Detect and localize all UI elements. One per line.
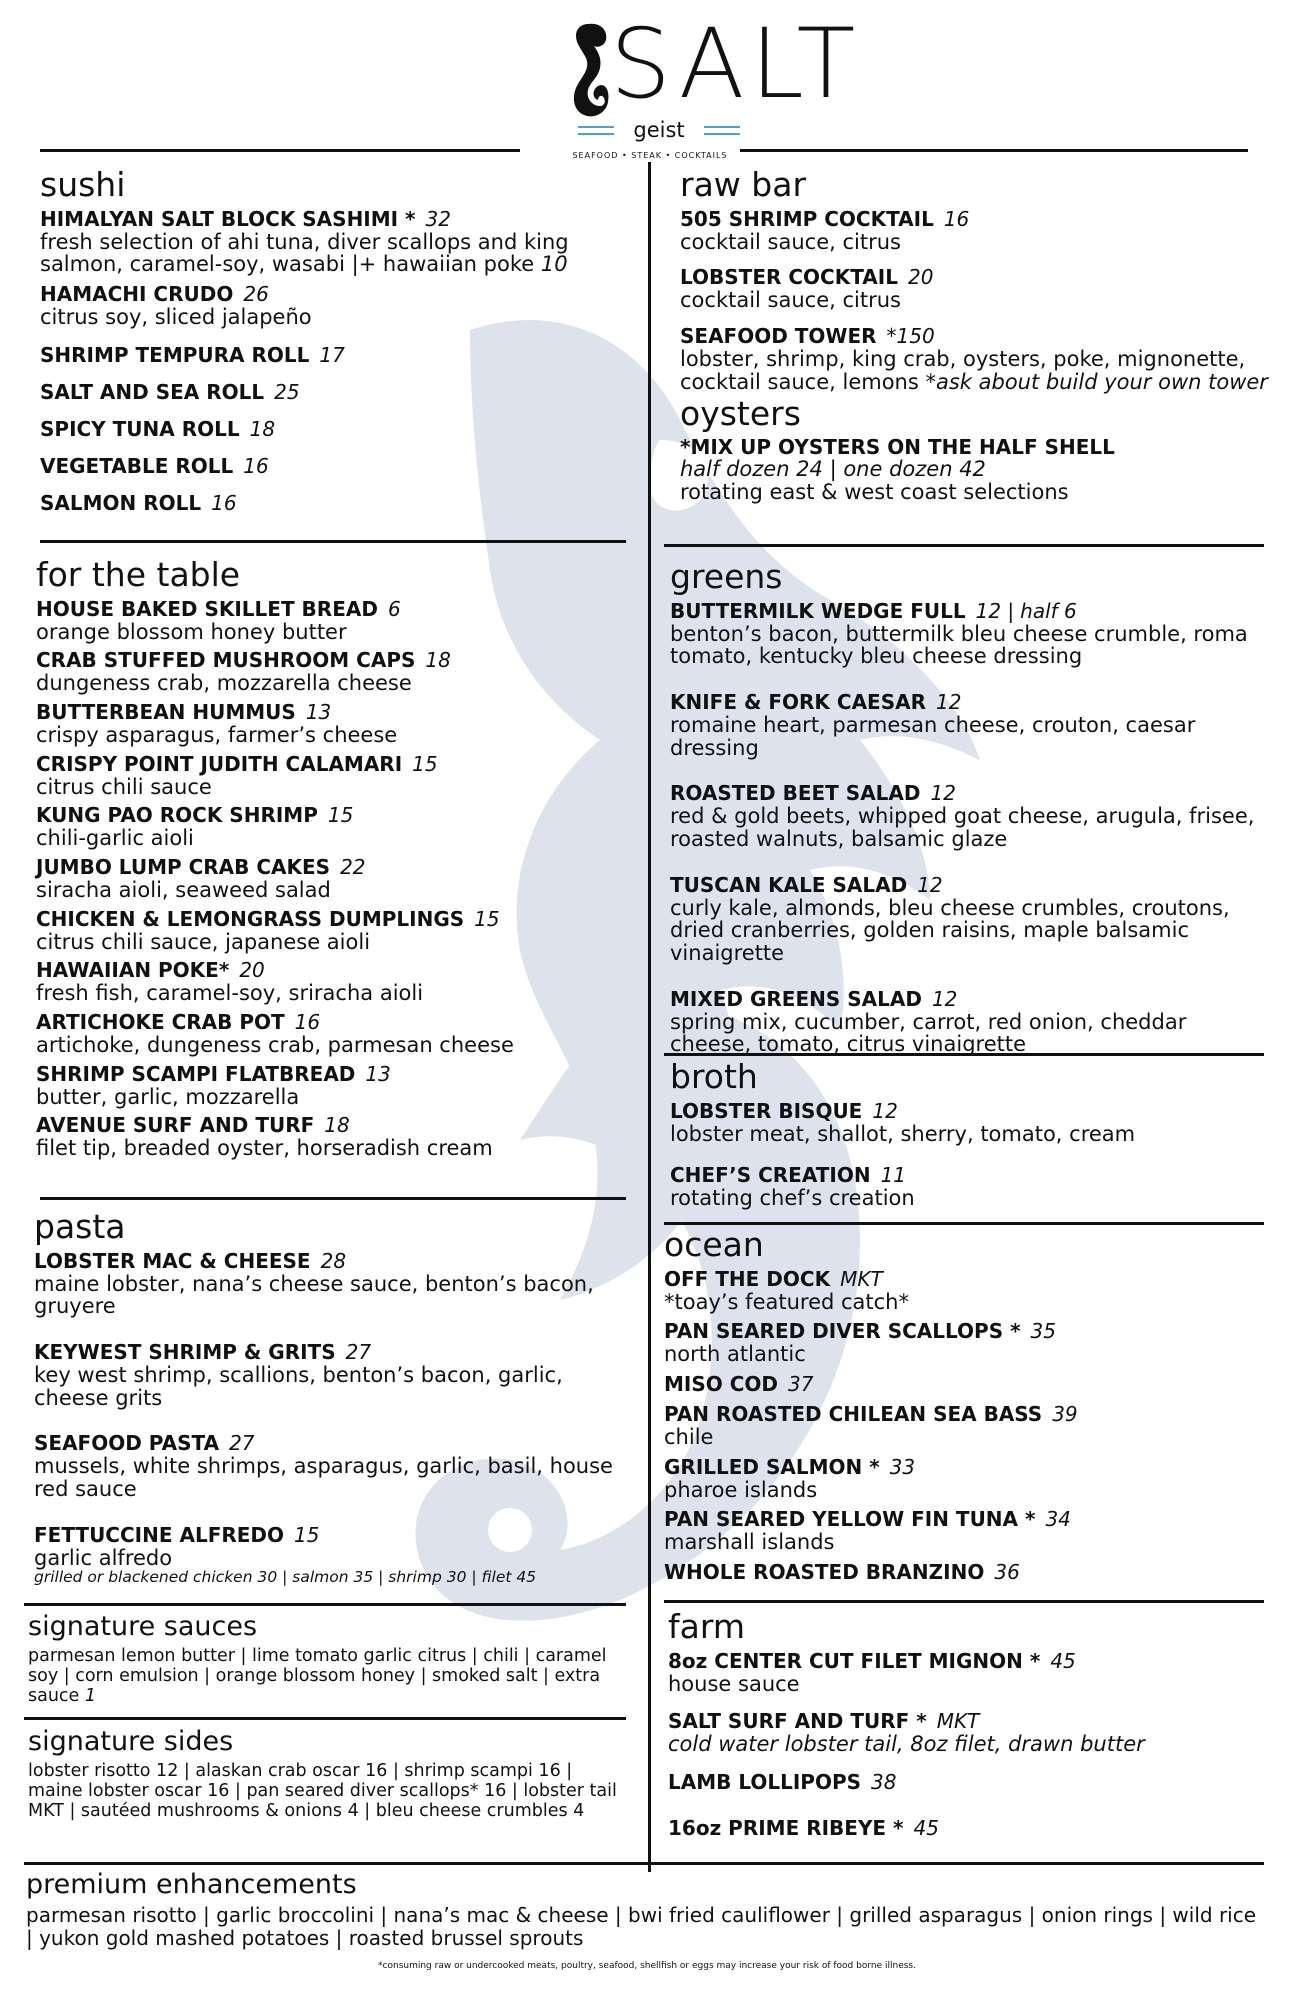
menu-item bbox=[680, 207, 1270, 254]
divider bbox=[24, 1717, 626, 1720]
divider bbox=[24, 1862, 1264, 1865]
menu-item bbox=[40, 207, 630, 276]
item-price: 15 bbox=[474, 906, 500, 931]
item-desc: benton’s bacon, buttermilk bleu cheese crumble, roma tomato, kentucky bleu cheese dressing bbox=[670, 621, 1248, 669]
item-price: 13 bbox=[305, 699, 332, 724]
item-price: 12 | bbox=[975, 598, 1015, 623]
item-price: 16 bbox=[211, 490, 237, 515]
item-desc: mussels, white shrimps, asparagus, garlic, basil, house red sauce bbox=[34, 1454, 613, 1501]
item-price: 15 bbox=[294, 1522, 320, 1547]
section-farm bbox=[668, 1607, 1264, 1850]
item-price: 32 bbox=[425, 206, 451, 231]
item-price: 12 bbox=[872, 1098, 898, 1123]
sides-list: lobster risotto 12 | alaskan crab oscar 16 | shrimp scampi 16 | maine lobster oscar 16 | pan seared diver scallops* 16 | lobster tail MKT | sautéed mushrooms & onions 4 | bleu cheese crumbles 4 bbox=[28, 1760, 617, 1821]
wave-right-icon bbox=[704, 133, 740, 135]
sauces-list: parmesan lemon butter | lime tomato garlic citrus | chili | caramel soy | corn emulsion | orange blossom honey | smoked salt | extra sauce 1 bbox=[28, 1645, 607, 1706]
item-desc: red & gold beets, whipped goat cheese, arugula, frisee, roasted walnuts, balsamic glaze bbox=[670, 804, 1255, 851]
item-name: CRISPY POINT JUDITH CALAMARI bbox=[36, 751, 403, 776]
item-price: 11 bbox=[880, 1163, 907, 1188]
item-desc: curly kale, almonds, bleu cheese crumbles, croutons, dried cranberries, golden raisins, maple balsamic vinaigrette bbox=[670, 895, 1230, 966]
enhancements-list: parmesan risotto | garlic broccolini | nana’s mac & cheese | bwi fried cauliflower | grilled asparagus | onion rings | wild rice | yukon gold mashed potatoes | roasted brussel sprouts bbox=[26, 1902, 1257, 1950]
item-name: HAWAIIAN POKE* bbox=[36, 958, 230, 983]
item-price: 16 bbox=[243, 453, 269, 478]
item-price: 26 bbox=[243, 281, 269, 306]
section-title: broth bbox=[670, 1057, 758, 1096]
item-name: TUSCAN KALE SALAD bbox=[670, 872, 908, 897]
item-name: JUMBO LUMP CRAB CAKES bbox=[36, 855, 331, 879]
section-title: premium enhancements bbox=[26, 1869, 357, 1900]
section-sushi bbox=[40, 165, 630, 525]
brand-sub: geist bbox=[633, 118, 685, 142]
item-name: CHEF’S CREATION bbox=[670, 1163, 871, 1188]
item-price: 12 bbox=[917, 872, 943, 897]
menu-item bbox=[680, 265, 1270, 312]
item-desc: artichoke, dungeness crab, parmesan cheese bbox=[36, 1033, 514, 1058]
item-price: 17 bbox=[319, 342, 345, 367]
section-title: pasta bbox=[34, 1207, 126, 1246]
menu-item bbox=[36, 1062, 636, 1109]
menu-item bbox=[36, 907, 636, 954]
item-name: KUNG PAO ROCK SHRIMP bbox=[36, 803, 318, 828]
menu-item bbox=[670, 690, 1266, 759]
item-desc: lobster, shrimp, king crab, oysters, poke, mignonette, cocktail sauce, lemons *ask about build your own tower bbox=[680, 346, 1268, 394]
section-signature-sauces bbox=[28, 1612, 624, 1706]
item-price: MKT bbox=[936, 1709, 980, 1734]
menu-item bbox=[670, 987, 1266, 1056]
item-desc: garlic alfredo bbox=[34, 1545, 173, 1570]
menu-item bbox=[664, 1267, 1264, 1314]
section-title: for the table bbox=[36, 555, 241, 594]
menu-item bbox=[670, 599, 1266, 668]
item-desc: fresh selection of ahi tuna, diver scallops and king salmon, caramel-soy, wasabi |+ hawaiian poke 10 bbox=[40, 229, 569, 277]
item-desc: cocktail sauce, citrus bbox=[680, 288, 901, 313]
menu-item bbox=[40, 282, 630, 329]
item-name: GRILLED SALMON * bbox=[664, 1454, 880, 1479]
item-name: SEAFOOD PASTA bbox=[34, 1431, 220, 1456]
item-name: HIMALYAN SALT BLOCK SASHIMI * bbox=[40, 206, 416, 231]
item-price: 16 bbox=[294, 1010, 321, 1035]
item-desc: dungeness crab, mozzarella cheese bbox=[36, 671, 412, 696]
section-signature-sides bbox=[28, 1727, 624, 1821]
menu-item bbox=[670, 1163, 1266, 1210]
item-desc: chile bbox=[664, 1424, 714, 1449]
item-desc: marshall islands bbox=[664, 1530, 835, 1555]
item-name: LOBSTER COCKTAIL bbox=[680, 265, 898, 290]
item-price: 33 bbox=[889, 1454, 916, 1479]
menu-item bbox=[34, 1340, 630, 1409]
column-divider bbox=[648, 162, 651, 1872]
item-desc: citrus soy, sliced jalapeño bbox=[40, 304, 312, 329]
item-name: SALT AND SEA ROLL bbox=[40, 379, 265, 404]
item-desc: siracha aioli, seaweed salad bbox=[36, 878, 331, 902]
item-name: 8oz CENTER CUT FILET MIGNON * bbox=[668, 1648, 1041, 1673]
menu-item bbox=[664, 1507, 1264, 1554]
menu-item bbox=[40, 380, 630, 404]
item-name: LOBSTER BISQUE bbox=[670, 1098, 863, 1123]
menu-item bbox=[36, 752, 636, 799]
wave-left-icon bbox=[578, 133, 614, 135]
item-name: CHICKEN & LEMONGRASS DUMPLINGS bbox=[36, 906, 465, 931]
item-price: 25 bbox=[274, 379, 300, 404]
item-price: 15 bbox=[412, 751, 438, 776]
item-price: *150 bbox=[886, 323, 935, 348]
item-price: 37 bbox=[788, 1371, 814, 1396]
section-greens bbox=[670, 557, 1266, 1066]
item-name: SPICY TUNA ROLL bbox=[40, 416, 240, 441]
item-name: ARTICHOKE CRAB POT bbox=[36, 1010, 285, 1035]
section-title: raw bar bbox=[680, 165, 807, 204]
item-name: SEAFOOD TOWER bbox=[680, 323, 877, 348]
divider bbox=[664, 1600, 1264, 1603]
menu-item bbox=[668, 1709, 1264, 1756]
menu-item bbox=[668, 1770, 1264, 1794]
menu-item bbox=[680, 324, 1270, 393]
section-broth bbox=[670, 1057, 1266, 1220]
pasta-addons: grilled or blackened chicken 30 | salmon 35 | shrimp 30 | filet 45 bbox=[34, 1568, 537, 1587]
section-premium-enhancements bbox=[26, 1870, 1266, 1950]
divider bbox=[40, 149, 520, 152]
item-name: WHOLE ROASTED BRANZINO bbox=[664, 1560, 985, 1584]
item-desc: cold water lobster tail, 8oz filet, drawn butter bbox=[668, 1732, 1145, 1757]
section-title: ocean bbox=[664, 1225, 764, 1264]
item-pricing: half dozen 24 | one dozen 42 bbox=[680, 457, 986, 482]
item-price: 28 bbox=[320, 1248, 347, 1273]
item-price: 27 bbox=[229, 1431, 255, 1456]
brand-name: SALT bbox=[610, 8, 862, 120]
menu-item bbox=[40, 417, 630, 441]
item-price: 39 bbox=[1052, 1401, 1078, 1426]
menu-item bbox=[36, 1113, 636, 1160]
item-name: BUTTERMILK WEDGE FULL bbox=[670, 598, 966, 623]
item-price: 22 bbox=[340, 855, 366, 879]
item-name: AVENUE SURF AND TURF bbox=[36, 1113, 315, 1138]
item-desc: house sauce bbox=[668, 1671, 800, 1696]
menu-item bbox=[34, 1431, 630, 1500]
item-desc: fresh fish, caramel-soy, sriracha aioli bbox=[36, 981, 424, 1006]
item-desc: citrus chili sauce bbox=[36, 774, 212, 799]
item-name: SHRIMP TEMPURA ROLL bbox=[40, 342, 310, 367]
divider bbox=[40, 540, 626, 543]
item-price: 18 bbox=[425, 648, 451, 673]
menu-item bbox=[36, 597, 636, 644]
item-name: PAN SEARED DIVER SCALLOPS * bbox=[664, 1319, 1021, 1344]
menu-item bbox=[668, 1649, 1264, 1696]
wave-right-icon bbox=[704, 126, 740, 128]
item-desc: *toay’s featured catch* bbox=[664, 1289, 909, 1314]
item-price: 20 bbox=[907, 265, 934, 290]
item-desc: rotating chef’s creation bbox=[670, 1186, 915, 1211]
item-price: 27 bbox=[345, 1339, 372, 1364]
item-price: 12 bbox=[930, 781, 956, 806]
item-price: 15 bbox=[327, 803, 354, 828]
item-name: MIXED GREENS SALAD bbox=[670, 986, 922, 1011]
item-desc: north atlantic bbox=[664, 1342, 806, 1367]
section-title: oysters bbox=[680, 394, 801, 434]
item-desc: orange blossom honey butter bbox=[36, 619, 347, 644]
item-desc: key west shrimp, scallions, benton’s bacon, garlic, cheese grits bbox=[34, 1362, 563, 1410]
item-desc: pharoe islands bbox=[664, 1477, 818, 1502]
item-desc: maine lobster, nana’s cheese sauce, benton’s bacon, gruyere bbox=[34, 1271, 594, 1319]
item-desc: citrus chili sauce, japanese aioli bbox=[36, 929, 371, 954]
item-price: 16 bbox=[943, 206, 970, 231]
divider bbox=[740, 149, 1248, 152]
item-desc: butter, garlic, mozzarella bbox=[36, 1084, 300, 1109]
item-name: SALMON ROLL bbox=[40, 490, 202, 515]
seahorse-logo-icon bbox=[568, 22, 612, 120]
section-title: signature sides bbox=[28, 1726, 234, 1757]
item-name: FETTUCCINE ALFREDO bbox=[34, 1522, 285, 1547]
item-price-half: half 6 bbox=[1020, 598, 1077, 623]
item-desc: romaine heart, parmesan cheese, crouton, caesar dressing bbox=[670, 712, 1196, 760]
item-price: 36 bbox=[994, 1560, 1020, 1584]
menu-item bbox=[36, 700, 636, 747]
menu-item bbox=[40, 454, 630, 478]
item-desc: chili-garlic aioli bbox=[36, 826, 194, 851]
menu-item bbox=[34, 1523, 630, 1570]
item-desc: cocktail sauce, citrus bbox=[680, 229, 901, 254]
item-price: 6 bbox=[387, 596, 401, 621]
item-name: 16oz PRIME RIBEYE * bbox=[668, 1815, 904, 1840]
item-name: CRAB STUFFED MUSHROOM CAPS bbox=[36, 648, 416, 673]
menu-item bbox=[36, 958, 636, 1005]
item-name: MISO COD bbox=[664, 1371, 778, 1396]
menu-item bbox=[36, 1010, 636, 1057]
item-price: 12 bbox=[936, 689, 962, 714]
item-name: LAMB LOLLIPOPS bbox=[668, 1769, 862, 1794]
item-name: SALT SURF AND TURF * bbox=[668, 1709, 927, 1734]
menu-item bbox=[670, 873, 1266, 965]
menu-item bbox=[670, 1099, 1266, 1146]
item-desc: rotating east & west coast selections bbox=[680, 480, 1069, 505]
menu-item bbox=[664, 1402, 1264, 1449]
item-price: 45 bbox=[913, 1815, 939, 1840]
section-for-the-table bbox=[36, 555, 636, 1165]
section-pasta bbox=[34, 1207, 630, 1587]
item-price: 13 bbox=[365, 1061, 391, 1086]
brand-tagline: SEAFOOD • STEAK • COCKTAILS bbox=[572, 151, 728, 160]
menu-item bbox=[40, 343, 630, 367]
item-price: 20 bbox=[239, 958, 265, 983]
section-title: farm bbox=[668, 1607, 745, 1646]
item-name: PAN ROASTED CHILEAN SEA BASS bbox=[664, 1401, 1043, 1426]
item-price: MKT bbox=[840, 1266, 883, 1291]
item-price: 38 bbox=[871, 1769, 897, 1794]
item-name: KNIFE & FORK CAESAR bbox=[670, 689, 926, 714]
divider bbox=[664, 544, 1264, 547]
item-desc: lobster meat, shallot, sherry, tomato, cream bbox=[670, 1121, 1136, 1146]
item-desc: crispy asparagus, farmer’s cheese bbox=[36, 722, 398, 747]
item-name: ROASTED BEET SALAD bbox=[670, 781, 921, 806]
divider bbox=[40, 1197, 626, 1200]
menu-item bbox=[680, 436, 1270, 504]
item-price: 34 bbox=[1045, 1507, 1071, 1532]
food-safety-disclaimer: *consuming raw or undercooked meats, poultry, seafood, shellfish or eggs may increase your risk of food borne illness. bbox=[378, 1961, 916, 1971]
item-name: *MIX UP OYSTERS ON THE HALF SHELL bbox=[680, 434, 1115, 459]
item-name: LOBSTER MAC & CHEESE bbox=[34, 1248, 311, 1273]
item-price: 18 bbox=[324, 1113, 350, 1138]
menu-item bbox=[670, 781, 1266, 850]
menu-item bbox=[664, 1455, 1264, 1502]
item-desc: spring mix, cucumber, carrot, red onion, cheddar cheese, tomato, citrus vinaigrette bbox=[670, 1009, 1187, 1057]
section-ocean bbox=[664, 1225, 1264, 1590]
menu-item bbox=[36, 803, 636, 850]
item-name: VEGETABLE ROLL bbox=[40, 453, 234, 478]
wave-left-icon bbox=[578, 126, 614, 128]
section-title: sushi bbox=[40, 165, 126, 204]
item-desc: filet tip, breaded oyster, horseradish cream bbox=[36, 1136, 493, 1161]
item-name: HOUSE BAKED SKILLET BREAD bbox=[36, 596, 378, 621]
item-name: 505 SHRIMP COCKTAIL bbox=[680, 206, 934, 231]
brand-logo bbox=[560, 8, 862, 164]
section-raw-bar bbox=[680, 165, 1270, 514]
item-price: 45 bbox=[1050, 1648, 1076, 1673]
item-name: HAMACHI CRUDO bbox=[40, 281, 234, 306]
item-price: 12 bbox=[931, 986, 958, 1011]
menu-item bbox=[40, 491, 630, 515]
menu-item bbox=[34, 1249, 630, 1318]
item-price: 35 bbox=[1030, 1319, 1056, 1344]
item-name: PAN SEARED YELLOW FIN TUNA * bbox=[664, 1507, 1036, 1532]
menu-item bbox=[36, 855, 636, 902]
divider bbox=[24, 1603, 626, 1606]
item-name: BUTTERBEAN HUMMUS bbox=[36, 699, 296, 724]
item-name: KEYWEST SHRIMP & GRITS bbox=[34, 1339, 336, 1364]
section-title: greens bbox=[670, 557, 783, 596]
menu-item bbox=[664, 1372, 1264, 1396]
item-price: 18 bbox=[249, 416, 276, 441]
menu-item bbox=[664, 1560, 1264, 1584]
item-name: SHRIMP SCAMPI FLATBREAD bbox=[36, 1061, 356, 1086]
section-title: signature sauces bbox=[28, 1611, 258, 1642]
menu-item bbox=[664, 1319, 1264, 1366]
item-name: OFF THE DOCK bbox=[664, 1266, 831, 1291]
menu-item bbox=[668, 1816, 1264, 1840]
menu-item bbox=[36, 648, 636, 695]
